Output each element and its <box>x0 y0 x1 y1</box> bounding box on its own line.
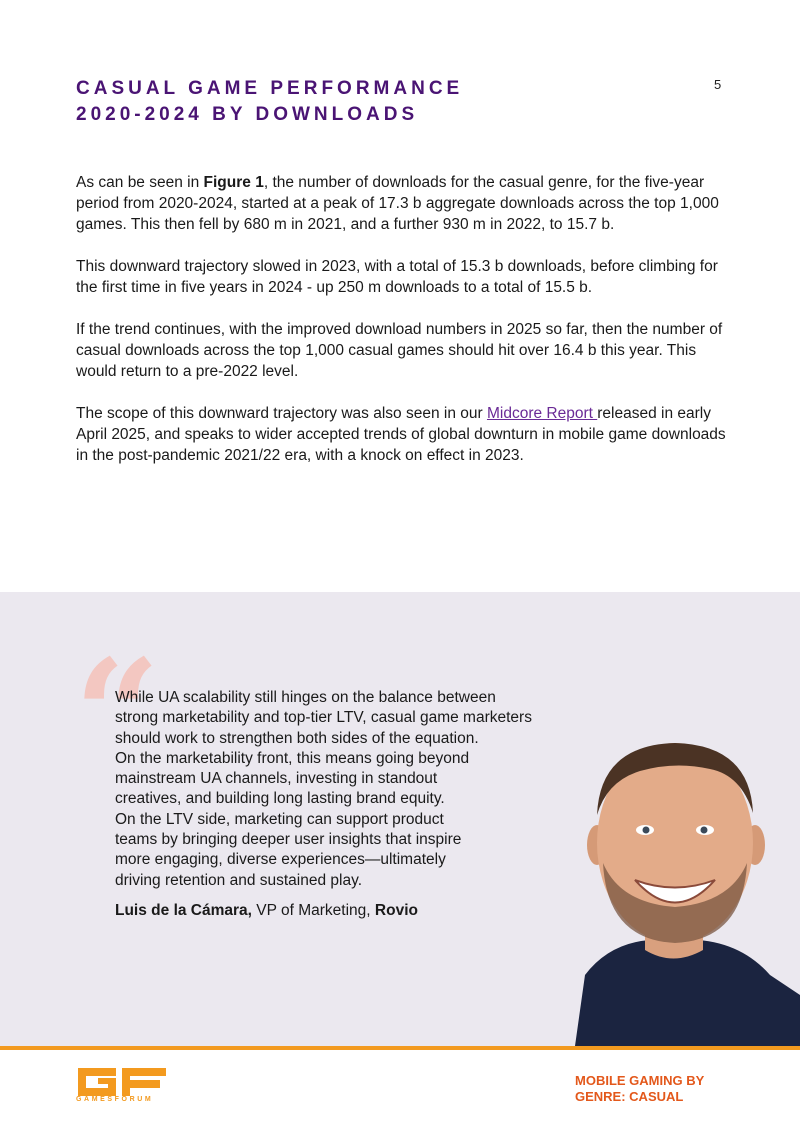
paragraph-4-intro: The scope of this downward trajectory was also seen in our <box>76 405 487 422</box>
page-title-line-2: 2020-2024 BY DOWNLOADS <box>76 104 419 125</box>
page-title-line-1: CASUAL GAME PERFORMANCE <box>76 78 464 99</box>
quote-line: driving retention and sustained play. <box>115 871 363 889</box>
quote-line: On the marketability front, this means going beyond <box>115 749 470 767</box>
logo-wordmark: GAMESFORUM <box>76 1096 154 1103</box>
page-title <box>76 76 463 128</box>
paragraph-1-rest: , the number of downloads for the casual genre, for the five-year period from 2020-2024, started at a peak of 17.3 b aggregate downloads across the top 1,000 games. This then fell by 680 m in 2021, and a further 930 m in 2022, to 15.7 b. <box>76 174 719 233</box>
quote-line: mainstream UA channels, investing in standout <box>115 770 438 788</box>
footer-tag-line-2: GENRE: CASUAL <box>575 1089 684 1104</box>
body-text <box>76 172 736 487</box>
quote-line: teams by bringing deeper user insights that inspire <box>115 831 462 849</box>
footer-divider <box>0 1046 800 1050</box>
paragraph-1 <box>76 172 736 235</box>
footer-section-tag <box>575 1073 704 1105</box>
quote-line: strong marketability and top-tier LTV, casual game marketers <box>115 709 532 727</box>
paragraph-4-rest: released in early April 2025, and speaks to wider accepted trends of global downturn in mobile game downloads in the post-pandemic 2021/22 era, with a knock on effect in 2023. <box>76 405 726 464</box>
author-company: Rovio <box>374 902 418 919</box>
quote-line: should work to strengthen both sides of the equation. <box>115 729 479 747</box>
quote-mark-icon: “ <box>74 627 161 803</box>
quote-attribution <box>115 902 418 920</box>
paragraph-4 <box>76 403 736 466</box>
paragraph-1-intro: As can be seen in <box>76 174 204 191</box>
page-number: 5 <box>714 77 722 92</box>
portrait-pupil-right <box>701 827 708 834</box>
figure-reference: Figure 1 <box>203 174 264 191</box>
paragraph-3: If the trend continues, with the improved download numbers in 2025 so far, then the number of casual downloads across the top 1,000 casual games should hit over 16.4 b this year. This would return to a pre-2022 level. <box>76 321 723 380</box>
quote-line: While UA scalability still hinges on the balance between <box>115 689 496 706</box>
portrait-pupil-left <box>643 827 650 834</box>
quote-line: creatives, and building long lasting brand equity. <box>115 790 445 808</box>
paragraph-2: This downward trajectory slowed in 2023, with a total of 15.3 b downloads, before climbing for the first time in five years in 2024 - up 250 m downloads to a total of 15.5 b. <box>76 258 718 296</box>
author-role: VP of Marketing, <box>251 902 375 919</box>
footer-tag-line-1: MOBILE GAMING BY <box>575 1073 705 1088</box>
speaker-portrait <box>545 735 800 1046</box>
quote-line: more engaging, diverse experiences—ultimately <box>115 851 446 869</box>
author-name: Luis de la Cámara, <box>115 902 252 919</box>
midcore-report-link[interactable]: Midcore Report <box>486 405 598 422</box>
quote-line: On the LTV side, marketing can support product <box>115 810 444 828</box>
